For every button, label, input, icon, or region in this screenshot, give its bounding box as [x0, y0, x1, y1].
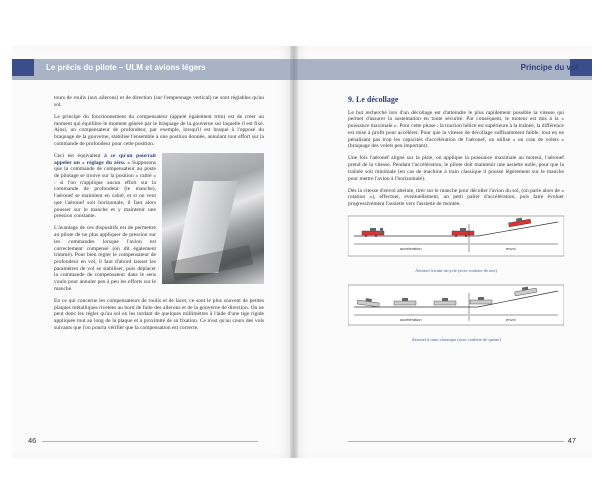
right-body-text	[348, 97, 564, 351]
left-header-title: Le précis du pilote – ULM et avions légers	[46, 63, 206, 72]
left-page	[12, 46, 294, 458]
page-number: 47	[567, 436, 576, 445]
paragraph: Dès la vitesse d'envol atteinte, tirer sur le manche pour décoller l'avion du sol, (on parle alors de « rotation »), effectuer, éventuellement, un petit palier d'accélération, puis faire évoluer progressivement l'assiette vers l'assiette de montée.	[348, 187, 564, 208]
figure-caption: Aéronef à train tricycle (avec roulette de nez)	[415, 267, 497, 273]
paragraph: Le principe du fonctionnement du compensateur (appelé également trim) est de créer un moment qui équilibre le moment généré par le braquage de la gouverne sur laquelle il est fixé. Ainsi, un compensateur de profondeur, par exemple, lorsqu'il est braqué à l'opposé du braquage de la gouverne, stabilise l'ensemble à une position donnée, annulant tout effort sur la commande de profondeur pour cette position.	[54, 113, 264, 147]
label-acceleration: accélération	[400, 245, 422, 251]
figure-caption: Aéronef à train classique (avec roulette de queue)	[411, 336, 501, 342]
paragraph: tours de roulis (aux ailerons) et de direction (sur l'empennage vertical) ne sont réglables qu'au sol.	[54, 95, 264, 108]
paragraph-text: Supposons que la commande de compensateur au poste de pilotage se trouve sur la position « cabré » : si l'on n'applique aucun effort sur la commande de profondeur (le manche), l'aéronef se maintient en cabré, et si on veut que l'aéronef soit horizontale, il faut alors pousser sur le manche et y maintenir une pression constante.	[54, 159, 157, 220]
header-accent-square	[12, 59, 34, 76]
paragraph: Le but recherché lors d'un décollage est d'atteindre le plus rapidement possible la vitesse qui permet d'assurer la sustentation en toute sécurité. Par conséquent, le moteur est mis à la « puissance maximale ». Pour cette phase : la traction hélice est supérieure à la traînée, la différence est mise à profit pour accélérer. Pour que la vitesse de décollage suffisamment faible, tout en ne pénalisant pas trop les capacités d'accélération de l'aéronef, on utilise « un cran de volets » (braquage des volets peu important).	[348, 109, 564, 150]
highlighted-text: à ce qu'on pourrait appeler un « réglage du zéro. »	[54, 152, 156, 166]
right-header-title: Principe du vol	[520, 63, 578, 72]
label-envol: envol	[506, 316, 516, 322]
right-page	[294, 46, 592, 458]
footer-rule	[348, 441, 564, 442]
left-body-text	[54, 95, 264, 337]
trim-tab-photo	[162, 153, 264, 284]
takeoff-diagram-conventional	[348, 283, 564, 335]
takeoff-diagram-tricycle	[348, 214, 564, 266]
section-title: 9. Le décollage	[348, 95, 399, 104]
label-envol: envol	[506, 245, 516, 251]
paragraph: Une fois l'aéronef aligné sur la piste, on applique la puissance maximale au moteur, l'aéronef prend de la vitesse. Pendant l'accélération, le pilote doit maintenir une assiette nulle, pour que la traînée soit minimale (en cas de machine à train classique il pousse légèrement sur le manche pour mettre l'avion à l'horizontale).	[348, 155, 564, 182]
label-acceleration: accélération	[400, 316, 422, 322]
paragraph: En ce qui concerne les compensateurs de roulis et de lacet, ce sont le plus souvent de petites plaques métalliques rivetées au bord de fuite des ailerons et de la gouverne de direction. On ne peut donc les régler qu'au sol en les tordant de quelques millimètres à l'aide d'une tige rigide appliquée tout au long de la plaque et à proximité de sa fixation. Ce n'est qu'au cours des vols suivants que l'on pourra vérifier que la compensation est correcte.	[54, 297, 264, 331]
page-number: 46	[28, 436, 37, 445]
paragraph: L'avantage de ces dispositifs est de permettre au pilote de ne plus appliquer de pression sur les commandes lorsque l'avion est correctement compensé (on dit également trimmé). Pour bien régler le compensateur de profondeur en vol, il faut d'abord laisser les paramètres de vol se stabiliser, puis déplacer la commande de compensateur dans le sens voulu pour annuler peu à peu les efforts sur le manche.	[54, 225, 156, 292]
footer-rule	[42, 441, 258, 442]
paragraph-text: Ceci est équivalent	[54, 152, 101, 159]
book-gutter	[290, 46, 298, 458]
